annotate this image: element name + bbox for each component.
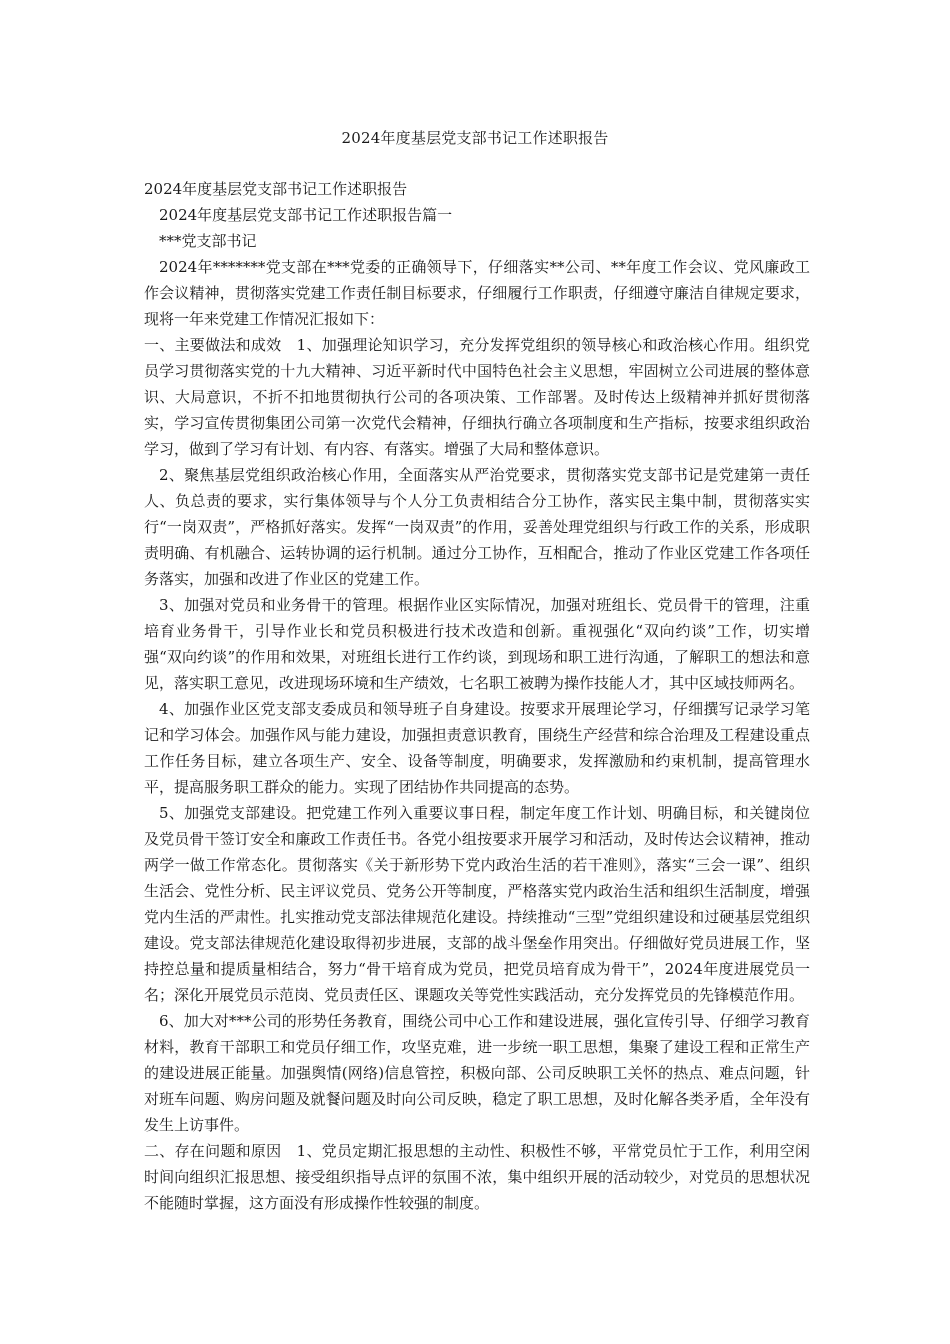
paragraph: 2024年度基层党支部书记工作述职报告 [144,180,408,198]
paragraph: 5、加强党支部建设。把党建工作列入重要议事日程，制定年度工作计划、明确目标，和关键岗位及党员骨干签订安全和廉政工作责任书。各党小组按要求开展学习和活动，及时传达会议精神，推动两学一做工作常态化。贯彻落实《关于新形势下党内政治生活的若干准则》，落实“三会一课”、组织生活会、党性分析、民主评议党员、党务公开等制度，严格落实党内政治生活和组织生活制度，增强党内生活的严肃性。扎实推动党支部法律规范化建设。持续推动“三型”党组织建设和过硬基层党组织建设。党支部法律规范化建设取得初步进展，支部的战斗堡垒作用突出。仔细做好党员进展工作，坚持控总量和提质量相结合，努力“骨干培育成为党员，把党员培育成为骨干”，2024年度进展党员一名；深化开展党员示范岗、党员责任区、课题攻关等党性实践活动，充分发挥党员的先锋模范作用。 [144,804,810,1004]
paragraph: 3、加强对党员和业务骨干的管理。根据作业区实际情况，加强对班组长、党员骨干的管理，注重培育业务骨干，引导作业长和党员积极进行技术改造和创新。重视强化“双向约谈”工作，切实增强“双向约谈”的作用和效果，对班组长进行工作约谈，到现场和职工进行沟通，了解职工的想法和意见，落实职工意见，改进现场环境和生产绩效，七名职工被聘为操作技能人才，其中区域技师两名。 [144,596,810,692]
paragraph: 4、加强作业区党支部支委成员和领导班子自身建设。按要求开展理论学习，仔细撰写记录学习笔记和学习体会。加强作风与能力建设，加强担责意识教育，围绕生产经营和综合治理及工程建设重点工作任务目标，建立各项生产、安全、设备等制度，明确要求，发挥激励和约束机制，提高管理水平，提高服务职工群众的能力。实现了团结协作共同提高的态势。 [144,700,810,796]
paragraph: ***党支部书记 [159,232,257,250]
paragraph: 二、存在问题和原因 1、党员定期汇报思想的主动性、积极性不够，平常党员忙于工作，利用空闲时间向组织汇报思想、接受组织指导点评的氛围不浓，集中组织开展的活动较少，对党员的思想状况不能随时掌握，这方面没有形成操作性较强的制度。 [144,1142,810,1212]
paragraph: 6、加大对***公司的形势任务教育，围绕公司中心工作和建设进展，强化宣传引导、仔细学习教育材料，教育干部职工和党员仔细工作，攻坚克难，进一步统一职工思想，集聚了建设工程和正常生产的建设进展正能量。加强舆情(网络)信息管控，积极向部、公司反映职工关怀的热点、难点问题，针对班车问题、购房问题及就餐问题及时向公司反映，稳定了职工思想，及时化解各类矛盾，全年没有发生上访事件。 [144,1012,810,1134]
paragraph: 2024年*******党支部在***党委的正确领导下，仔细落实**公司、**年度工作会议、党风廉政工作会议精神，贯彻落实党建工作责任制目标要求，仔细履行工作职责，仔细遵守廉洁自律规定要求，现将一年来党建工作情况汇报如下： [144,258,810,328]
paragraph: 2024年度基层党支部书记工作述职报告篇一 [159,206,453,224]
paragraph: 2、聚焦基层党组织政治核心作用，全面落实从严治党要求，贯彻落实党支部书记是党建第一责任人、负总责的要求，实行集体领导与个人分工负责相结合分工协作，落实民主集中制，贯彻落实实行“一岗双责”，严格抓好落实。发挥“一岗双责”的作用，妥善处理党组织与行政工作的关系，形成职责明确、有机融合、运转协调的运行机制。通过分工协作，互相配合，推动了作业区党建工作各项任务落实，加强和改进了作业区的党建工作。 [144,466,810,588]
document-body [144,176,810,1216]
paragraph: 一、主要做法和成效 1、加强理论知识学习，充分发挥党组织的领导核心和政治核心作用。组织党员学习贯彻落实党的十九大精神、习近平新时代中国特色社会主义思想，牢固树立公司进展的整体意识、大局意识，不折不扣地贯彻执行公司的各项决策、工作部署。及时传达上级精神并抓好贯彻落实，学习宣传贯彻集团公司第一次党代会精神，仔细执行确立各项制度和生产指标，按要求组织政治学习，做到了学习有计划、有内容、有落实。增强了大局和整体意识。 [144,336,810,458]
document-title: 2024年度基层党支部书记工作述职报告 [341,129,609,147]
